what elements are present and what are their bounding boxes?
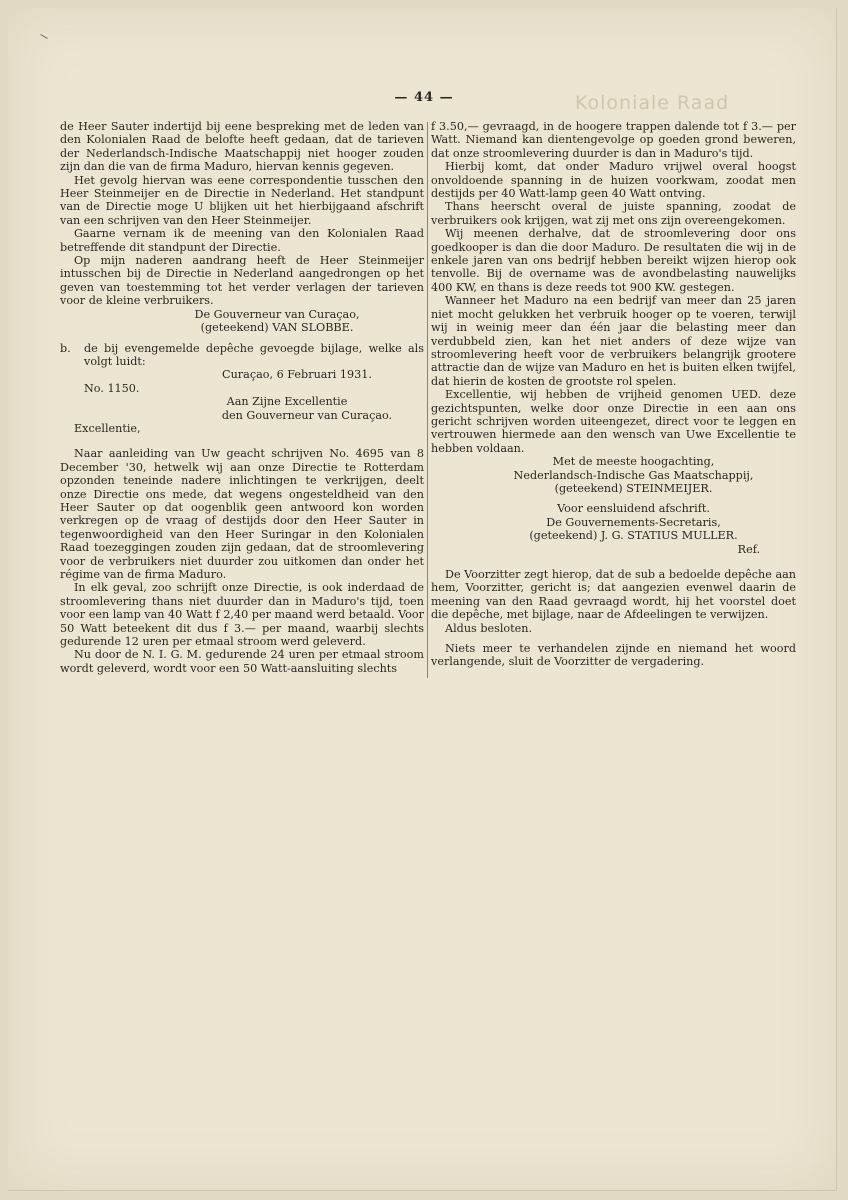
paragraph: De Voorzitter zegt hierop, dat de sub a bedoelde depêche aan hem, Voorzitter, gericht is; dat aangezien evenwel daarin de meening van den Raad gevraagd wordt, hij het voorstel doet die depêche, met bijlage, naar de Afdeelingen te verwijzen. bbox=[431, 568, 796, 622]
bleed-through-text: Koloniale Raad bbox=[575, 92, 730, 114]
paragraph: Wij meenen derhalve, dat de stroomlevering door ons goedkooper is dan die door Maduro. De resultaten die wij in de enkele jaren van ons bedrijf hebben bereikt wijzen hierop ook tenvolle. Bij de overname was de avondbelasting nauwelijks 400 KW, en thans is deze reeds tot 900 KW. gestegen. bbox=[431, 227, 796, 294]
company-name: Nederlandsch-Indische Gas Maatschappij, bbox=[513, 468, 754, 482]
paragraph: Op mijn naderen aandrang heeft de Heer Steinmeijer intusschen bij de Directie in Nederland aangedrongen op het geven van toestemming tot het verder verlagen der tarieven voor de kleine verbruikers. bbox=[60, 254, 424, 308]
signature-title: De Gouverneur van Curaçao, bbox=[194, 307, 360, 321]
certification-ref: Ref. bbox=[737, 542, 760, 556]
closing-line: Met de meeste hoogachting, bbox=[552, 455, 715, 469]
paragraph: Excellentie, wij hebben de vrijheid genomen UED. deze gezichtspunten, welke door onze Directie in een aan ons gericht schrijven worden uiteengezet, direct voor te leggen en vertrouwen hiermede aan den wensch van Uwe Excellentie te hebben voldaan. bbox=[431, 388, 796, 455]
salutation: Excellentie, bbox=[74, 421, 141, 435]
right-column bbox=[431, 120, 796, 669]
signature-name: (geteekend) STEINMEIJER. bbox=[554, 481, 713, 495]
paragraph: Naar aanleiding van Uw geacht schrijven No. 4695 van 8 December '30, hetwelk wij aan onze Directie te Rotterdam opzonden teneinde nadere inlichtingen te verkrijgen, deelt onze Directie ons mede, dat wegens ongesteldheid van den Heer Sauter op dat oogenblik geen antwoord kon worden verkregen op de vraag of destijds door den Heer Sauter in tegenwoordigheid van den Heer Suringar in den Kolonialen Raad toezeggingen zouden zijn gedaan, dat de stroomlevering voor de verbruikers niet duurder zou uitkomen dan onder het régime van de firma Maduro. bbox=[60, 447, 424, 581]
paragraph: Het gevolg hiervan was eene correspondentie tusschen den Heer Steinmeijer en de Directie in Nederland. Het standpunt van de Directie moge U blijken uit het hierbijgaand afschrift van een schrijven van den Heer Steinmeijer. bbox=[60, 173, 424, 227]
paragraph: In elk geval, zoo schrijft onze Directie, is ook inderdaad de stroomlevering thans niet duurder dan in Maduro's tijd, toen voor een lamp van 40 Watt f 2,40 per maand werd betaald. Voor 50 Watt beteekent dit dus f 3.— per maand, waarbij slechts gedurende 12 uren per etmaal stroom werd geleverd. bbox=[60, 581, 424, 649]
paragraph: Aldus besloten. bbox=[445, 621, 533, 635]
certification-title: De Gouvernements-Secretaris, bbox=[546, 515, 721, 529]
address-line: Aan Zijne Excellentie bbox=[226, 395, 348, 409]
place-date: Curaçao, 6 Februari 1931. bbox=[222, 368, 372, 382]
page-number: — 44 — bbox=[394, 90, 454, 105]
left-column bbox=[60, 120, 424, 675]
column-divider bbox=[427, 122, 428, 678]
paragraph: Thans heerscht overal de juiste spanning, zoodat de verbruikers ook krijgen, wat zij met ons zijn overeengekomen. bbox=[431, 200, 796, 227]
paragraph: Nu door de N. I. G. M. gedurende 24 uren per etmaal stroom wordt geleverd, wordt voor een 50 Watt-aansluiting slechts bbox=[60, 648, 424, 675]
certification-signature: (geteekend) J. G. STATIUS MULLER. bbox=[529, 529, 738, 543]
enclosure-item bbox=[60, 342, 424, 369]
paragraph: Hierbij komt, dat onder Maduro vrijwel overal hoogst onvoldoende spanning in de huizen voorkwam, zoodat men destijds per 40 Watt-lamp geen 40 Watt ontving. bbox=[431, 160, 796, 201]
paragraph: Gaarne vernam ik de meening van den Kolonialen Raad betreffende dit standpunt der Directie. bbox=[60, 227, 424, 254]
item-text: de bij evengemelde depêche gevoegde bijlage, welke als volgt luidt: bbox=[84, 341, 424, 368]
paragraph: de Heer Sauter indertijd bij eene bespreking met de leden van den Kolonialen Raad de belofte heeft gedaan, dat de tarieven der Nederlandsch-Indische Maatschappij niet hooger zouden zijn dan die van de firma Maduro, hiervan kennis gegeven. bbox=[60, 120, 424, 174]
paragraph: Niets meer te verhandelen zijnde en niemand het woord verlangende, sluit de Voorzitter de vergadering. bbox=[431, 642, 796, 669]
paragraph: Wanneer het Maduro na een bedrijf van meer dan 25 jaren niet mocht gelukken het verbruik hooger op te voeren, terwijl wij in weinig meer dan één jaar die belasting meer dan verdubbeld zien, kan het niet anders of deze wijze van stroomlevering heeft voor de verbruikers belangrijk grootere attractie dan de wijze van Maduro en het is buiten elken twijfel, dat hierin de kosten de grootste rol spelen. bbox=[431, 294, 796, 388]
letter-number: No. 1150. bbox=[84, 381, 140, 395]
address-line: den Gouverneur van Curaçao. bbox=[221, 408, 393, 422]
item-label: b. bbox=[60, 341, 71, 355]
paragraph: f 3.50,— gevraagd, in de hoogere trappen dalende tot f 3.— per Watt. Niemand kan dientengevolge op goeden grond beweren, dat onze stroomlevering duurder is dan in Maduro's tijd. bbox=[431, 120, 796, 160]
signature-name: (geteekend) VAN SLOBBE. bbox=[200, 321, 354, 335]
certification-line: Voor eensluidend afschrift. bbox=[557, 502, 710, 516]
